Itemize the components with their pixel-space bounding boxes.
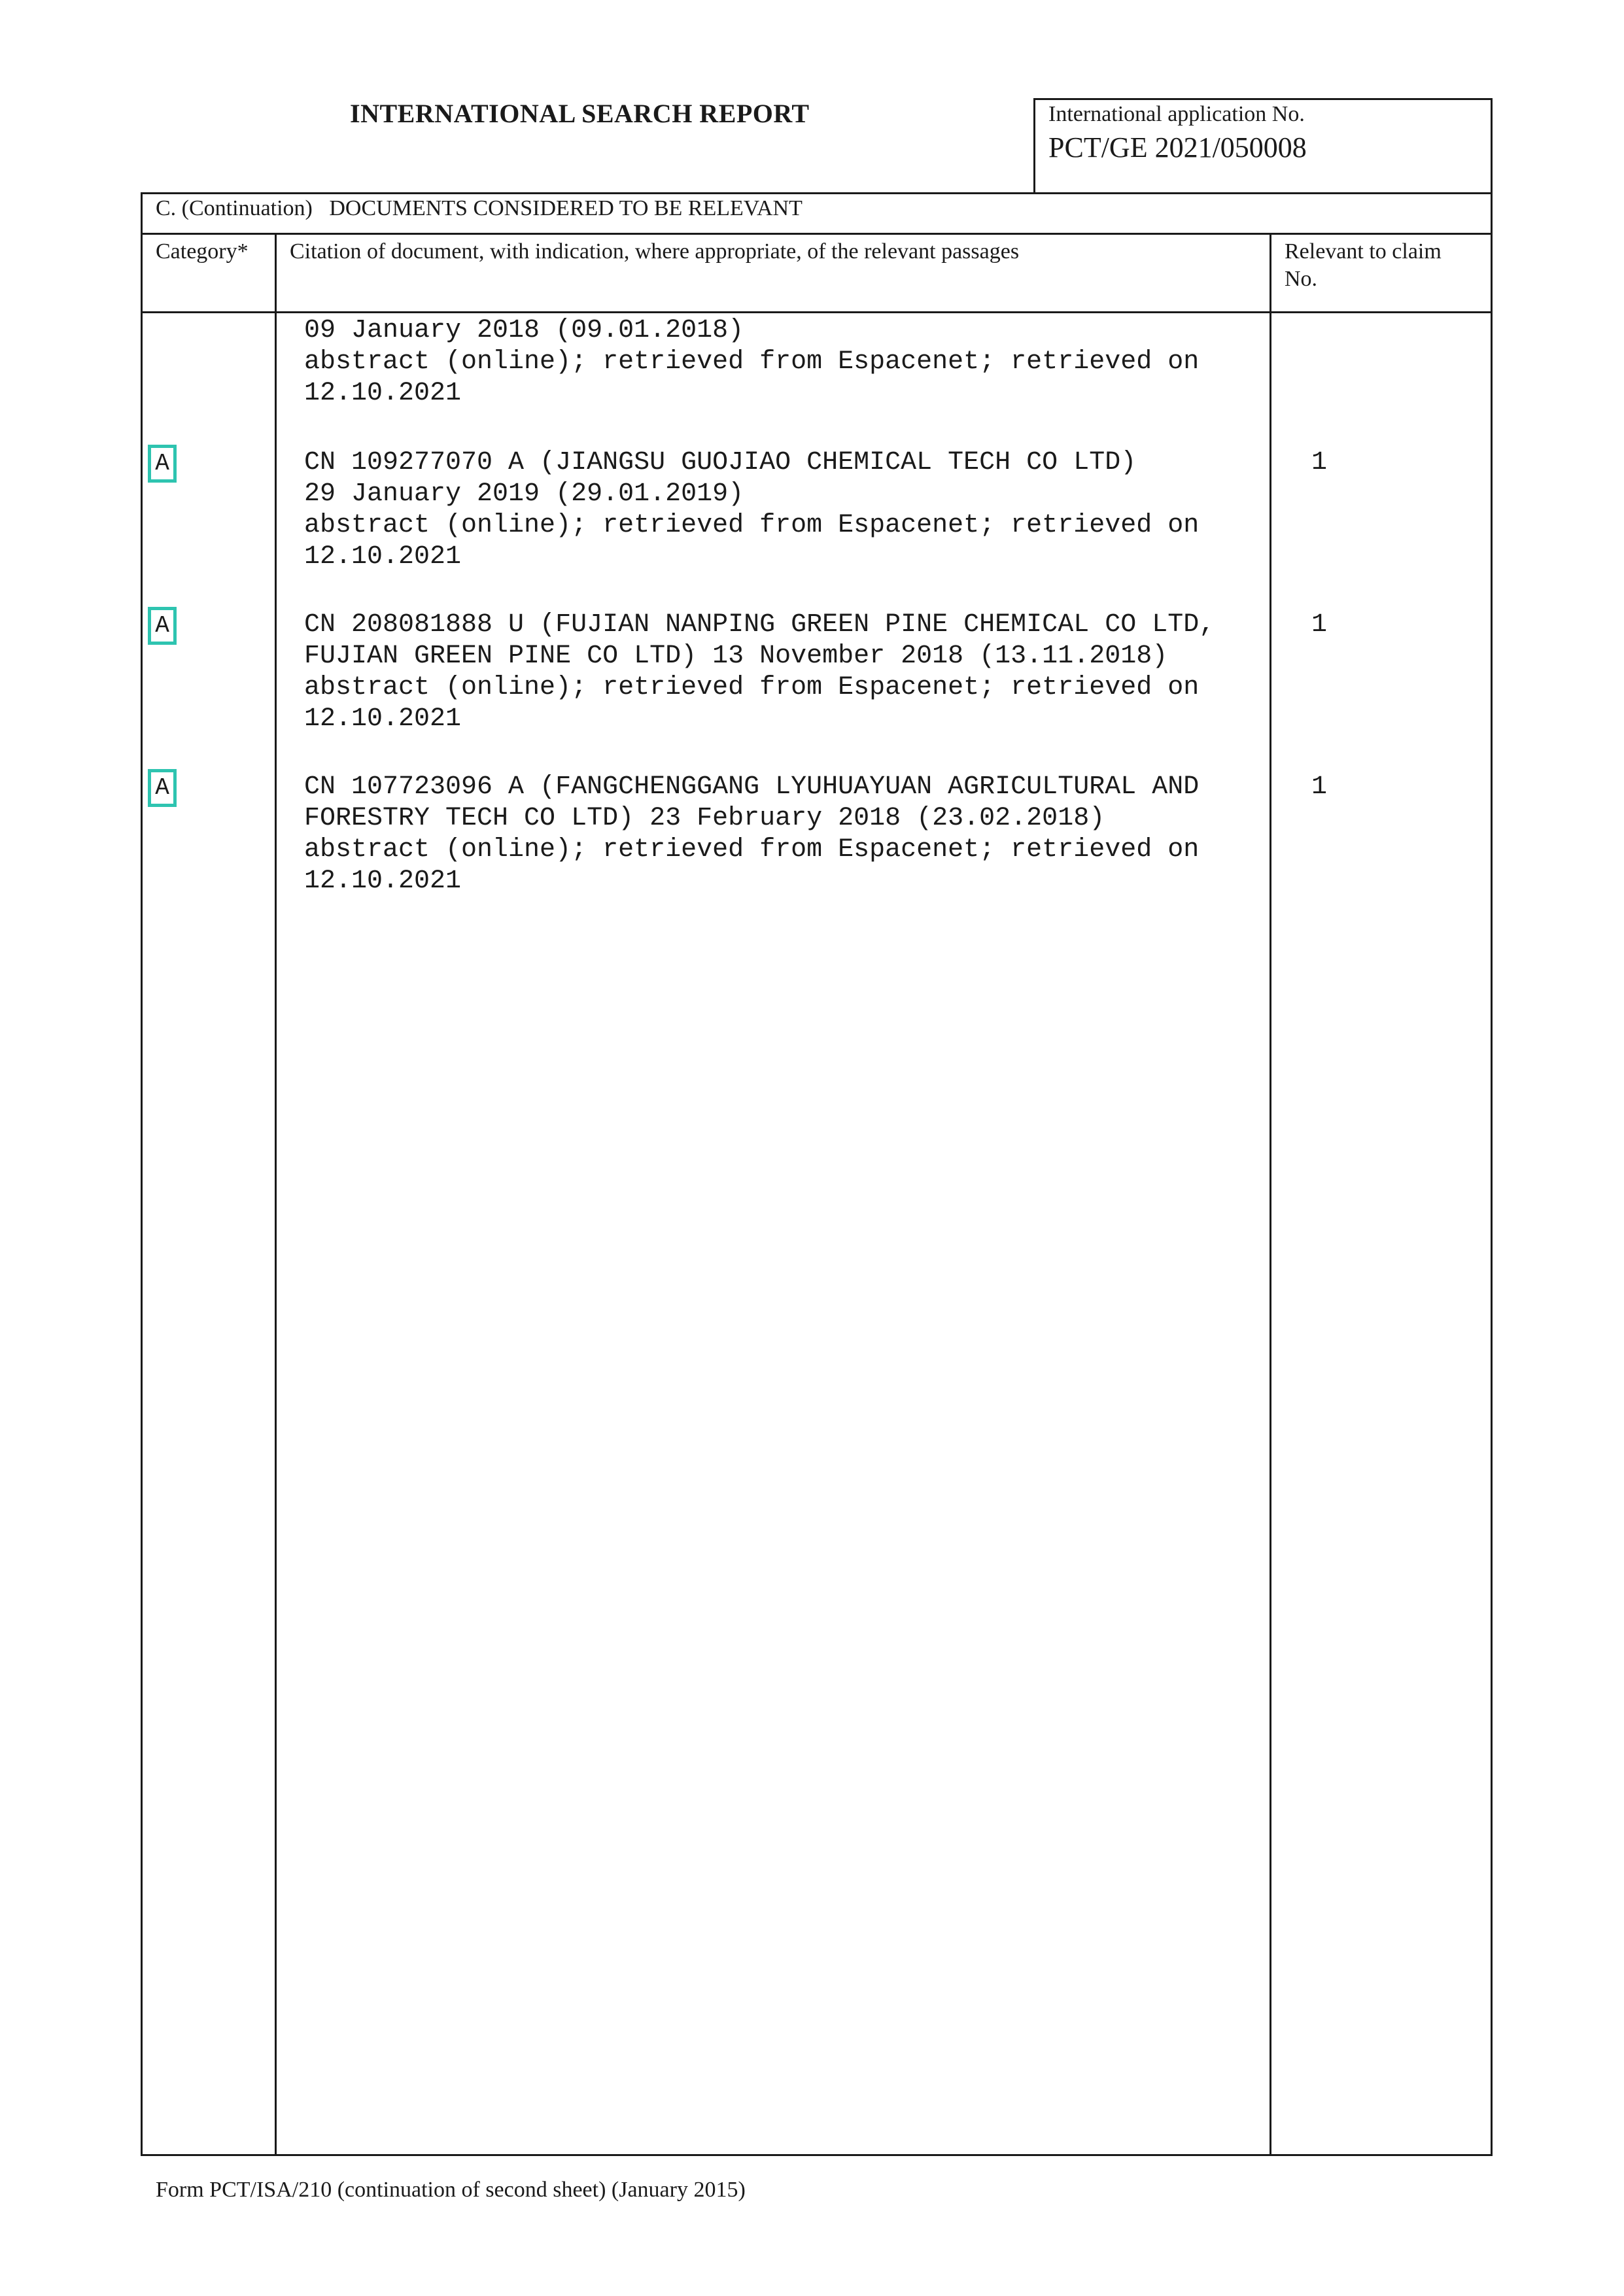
citation-line: 12.10.2021	[304, 866, 462, 896]
application-number-label: International application No.	[1048, 102, 1305, 126]
citation-line: FUJIAN GREEN PINE CO LTD) 13 November 2018 (13.11.2018)	[304, 642, 1168, 671]
citation-line: 12.10.2021	[304, 379, 462, 408]
citation-header: Citation of document, with indication, where appropriate, of the relevant passages	[290, 239, 1020, 264]
category-marker: A	[148, 607, 177, 645]
relevant-claim-header-no: No.	[1285, 267, 1318, 291]
category-header: Category*	[156, 239, 249, 264]
header-divider	[141, 311, 1493, 313]
table-row	[304, 609, 1215, 735]
report-title: INTERNATIONAL SEARCH REPORT	[350, 99, 810, 128]
citation-line: CN 208081888 U (FUJIAN NANPING GREEN PINE CHEMICAL CO LTD,	[304, 610, 1215, 640]
category-marker: A	[148, 445, 177, 483]
citation-line: 29 January 2019 (29.01.2019)	[304, 479, 744, 509]
relevant-claim-header: Relevant to claim	[1285, 239, 1442, 264]
citation-line: FORESTRY TECH CO LTD) 23 February 2018 (23.02.2018)	[304, 804, 1105, 833]
citation-line: CN 107723096 A (FANGCHENGGANG LYUHUAYUAN AGRICULTURAL AND	[304, 772, 1200, 802]
citation-line: CN 109277070 A (JIANGSU GUOJIAO CHEMICAL TECH CO LTD)	[304, 448, 1137, 477]
category-marker: A	[148, 769, 177, 807]
category-column-divider	[275, 233, 277, 2156]
relevant-claims: 1	[1311, 772, 1328, 802]
citation-line: abstract (online); retrieved from Espacenet; retrieved on	[304, 511, 1200, 540]
citation-line: 12.10.2021	[304, 542, 462, 572]
form-footer: Form PCT/ISA/210 (continuation of second sheet) (January 2015)	[156, 2178, 746, 2202]
citation-line: abstract (online); retrieved from Espacenet; retrieved on	[304, 673, 1200, 702]
claims-column-divider	[1270, 233, 1271, 2156]
section-title: C. (Continuation) DOCUMENTS CONSIDERED TO BE RELEVANT	[156, 196, 803, 220]
citation-line: abstract (online); retrieved from Espacenet; retrieved on	[304, 347, 1200, 377]
relevant-claims: 1	[1311, 448, 1328, 477]
citation-line: abstract (online); retrieved from Espacenet; retrieved on	[304, 835, 1200, 865]
citation-line: 09 January 2018 (09.01.2018)	[304, 316, 744, 345]
citation-line: 12.10.2021	[304, 704, 462, 734]
table-row	[304, 315, 1199, 409]
section-divider	[141, 233, 1493, 235]
relevant-claims: 1	[1311, 610, 1328, 640]
application-number: PCT/GE 2021/050008	[1048, 131, 1307, 163]
table-row	[304, 447, 1199, 573]
table-row	[304, 772, 1199, 897]
